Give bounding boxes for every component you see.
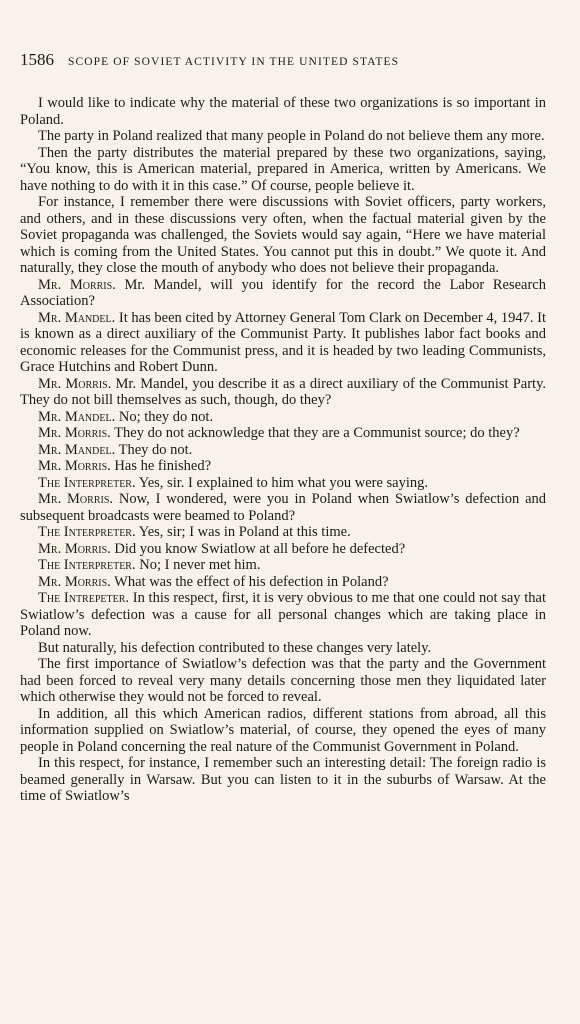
speech-paragraph [20,442,546,459]
speech-paragraph [20,425,546,442]
paragraph-text: Now, I wondered, were you in Poland when Swiatlow’s defection and subsequent broadcasts were beamed to Poland? [20,491,547,524]
speech-paragraph [20,475,546,492]
speaker-name: The Intrepeter. [38,590,130,606]
speaker-name: Mr. Morris. [38,491,114,507]
body-paragraph [20,640,546,657]
speech-paragraph [20,458,546,475]
speaker-name: The Interpreter. [38,557,136,573]
speaker-name: Mr. Mandel. [38,408,116,425]
speaker-name: Mr. Mandel. [38,309,116,326]
paragraph-text: It has been cited by Attorney General Tom Clark on December 4, 1947. It is known as a direct auxiliary of the Communist Party. It publishes labor fact books and economic releases for the Communist press, and it is headed by two leading Communists, Grace Hutchins and Robert Dunn. [20,309,547,375]
speech-paragraph [20,557,546,574]
speaker-name: Mr. Morris. [38,540,111,557]
paragraph-text: Then the party distributes the material prepared by these two organizations, saying, “You know, this is American material, prepared in America, written by Americans. We have nothing to do with it in this case.” Of course, people believe it. [20,144,546,194]
page-header [20,50,546,70]
paragraph-text: They do not acknowledge that they are a Communist source; do they? [114,425,520,441]
body-paragraph [20,194,546,277]
speech-paragraph [20,409,546,426]
paragraph-text: No; I never met him. [139,557,261,573]
paragraph-text: Yes, sir; I was in Poland at this time. [138,524,351,540]
body-paragraph [20,128,546,145]
speaker-name: Mr. Morris. [38,276,116,293]
paragraph-text: No; they do not. [118,408,214,425]
paragraph-text: But naturally, his defection contributed to these changes very lately. [38,639,432,656]
paragraph-text: For instance, I remember there were discussions with Soviet officers, party workers, and others, and in these discussions very often, when the factual material given by the Soviet propaganda was challenged, the Soviets would say again, “Here we have material which is coming from the United States. You cannot put this in doubt.” We quote it. And naturally, they close the mouth of anybody who does not believe their propaganda. [20,194,546,276]
document-page [20,50,546,805]
speaker-name: Mr. Morris. [38,425,111,441]
speaker-name: Mr. Morris. [38,573,111,590]
speech-paragraph [20,310,546,376]
body-paragraph [20,706,546,756]
speaker-name: The Interpreter. [38,474,136,491]
paragraph-text: Did you know Swiatlow at all before he defected? [114,540,406,557]
speech-paragraph [20,590,546,640]
paragraph-text: In this respect, first, it is very obvious to me that one could not say that Swiatlow’s defection was a cause for all personal changes which are taking place in Poland now. [20,590,547,639]
speaker-name: Mr. Mandel. [38,441,116,458]
speaker-name: Mr. Morris. [38,458,111,474]
paragraph-text: In this respect, for instance, I remember such an interesting detail: The foreign radio is beamed generally in Warsaw. But you can listen to it in the suburbs of Warsaw. At the time of Swiatlow’s [20,755,546,804]
running-title: SCOPE OF SOVIET ACTIVITY IN THE UNITED STATES [68,56,400,68]
paragraph-text: The first importance of Swiatlow’s defection was that the party and the Government had been forced to reveal very many details concerning those men they liquidated later which otherwise they would not be forced to reveal. [20,656,546,705]
body-paragraph [20,145,546,195]
speech-paragraph [20,491,546,524]
paragraph-text: Mr. Mandel, will you identify for the record the Labor Research Association? [20,276,546,309]
paragraph-text: Has he finished? [114,458,212,474]
paragraph-text: Yes, sir. I explained to him what you were saying. [138,474,428,491]
speaker-name: The Interpreter. [38,524,136,540]
body-paragraph [20,656,546,706]
page-number: 1586 [20,50,54,69]
speech-paragraph [20,541,546,558]
speech-paragraph [20,277,546,310]
body-paragraph [20,755,546,805]
paragraph-text: The party in Poland realized that many people in Poland do not believe them any more. [38,128,545,144]
paragraph-text: I would like to indicate why the material of these two organizations is so important in Poland. [20,95,546,128]
body-paragraph [20,95,546,128]
speech-paragraph [20,376,546,409]
speech-paragraph [20,574,546,591]
paragraph-text: Mr. Mandel, you describe it as a direct auxiliary of the Communist Party. They do not bill themselves as such, though, do they? [20,375,547,408]
speaker-name: Mr. Morris. [38,375,112,392]
body-text [20,95,546,805]
paragraph-text: They do not. [118,441,193,458]
paragraph-text: In addition, all this which American radios, different stations from abroad, all this information supplied on Swiatlow’s material, of course, they opened the eyes of many people in Poland concerning the real nature of the Communist Government in Poland. [20,705,546,755]
paragraph-text: What was the effect of his defection in Poland? [114,573,389,590]
speech-paragraph [20,524,546,541]
